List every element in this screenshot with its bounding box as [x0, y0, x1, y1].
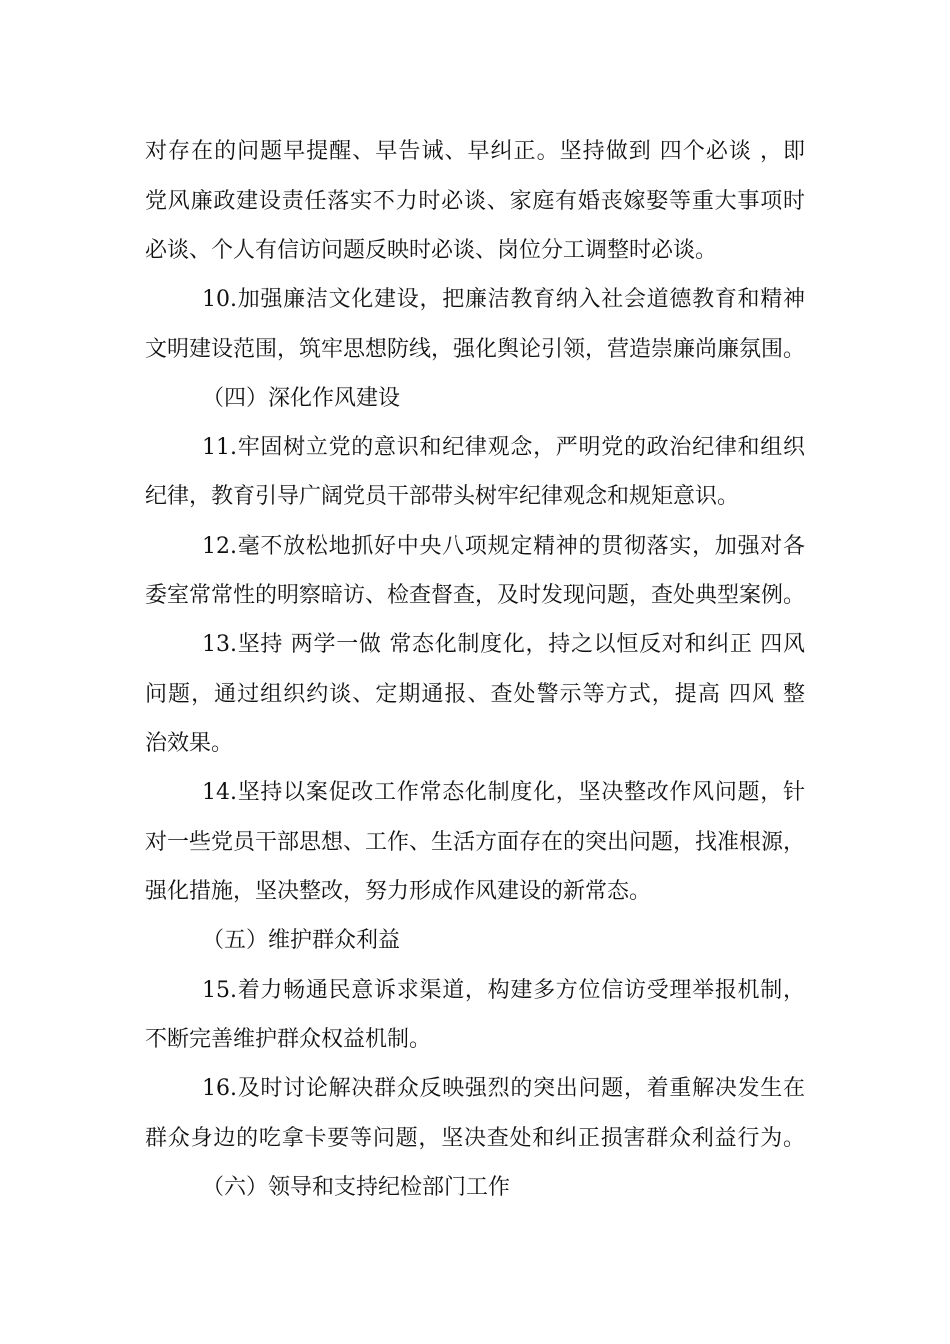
item-14-line-3: 强化措施，坚决整改，努力形成作风建设的新常态。 [145, 879, 652, 904]
item-13-line-2: 问题，通过组织约谈、定期通报、查处警示等方式，提高 四风 整 [145, 682, 805, 707]
text-line: 党风廉政建设责任落实不力时必谈、家庭有婚丧嫁娶等重大事项时 [145, 189, 805, 214]
item-12-line-1: 12.毫不放松地抓好中央八项规定精神的贯彻落实，加强对各 [202, 534, 805, 559]
item-10-line-1: 10.加强廉洁文化建设，把廉洁教育纳入社会道德教育和精神 [202, 287, 805, 312]
item-12-line-2: 委室常常性的明察暗访、检查督查，及时发现问题，查处典型案例。 [145, 583, 806, 608]
item-11-line-2: 纪律，教育引导广阔党员干部带头树牢纪律观念和规矩意识。 [145, 484, 740, 509]
item-13-line-1: 13.坚持 两学一做 常态化制度化，持之以恒反对和纠正 四风 [202, 632, 805, 657]
item-13-line-3: 治效果。 [145, 731, 234, 756]
item-14-line-1: 14.坚持以案促改工作常态化制度化，坚决整改作风问题，针 [202, 780, 805, 805]
section-heading-6: （六）领导和支持纪检部门工作 [202, 1175, 511, 1200]
item-15-line-1: 15.着力畅通民意诉求渠道，构建多方位信访受理举报机制， [202, 978, 805, 1003]
item-16-line-1: 16.及时讨论解决群众反映强烈的突出问题，着重解决发生在 [202, 1076, 805, 1101]
text-line: 必谈、个人有信访问题反映时必谈、岗位分工调整时必谈。 [145, 238, 718, 263]
item-11-line-1: 11.牢固树立党的意识和纪律观念，严明党的政治纪律和组织 [202, 435, 805, 460]
text-line: 对存在的问题早提醒、早告诫、早纠正。坚持做到 四个必谈 ，即 [145, 139, 805, 164]
item-16-line-2: 群众身边的吃拿卡要等问题，坚决查处和纠正损害群众利益行为。 [145, 1126, 805, 1151]
section-heading-4: （四）深化作风建设 [202, 386, 401, 411]
item-10-line-2: 文明建设范围，筑牢思想防线，强化舆论引领，营造崇廉尚廉氛围。 [145, 337, 806, 362]
item-15-line-2: 不断完善维护群众权益机制。 [145, 1027, 432, 1052]
item-14-line-2: 对一些党员干部思想、工作、生活方面存在的突出问题，找准根源， [145, 830, 806, 855]
section-heading-5: （五）维护群众利益 [202, 928, 401, 953]
